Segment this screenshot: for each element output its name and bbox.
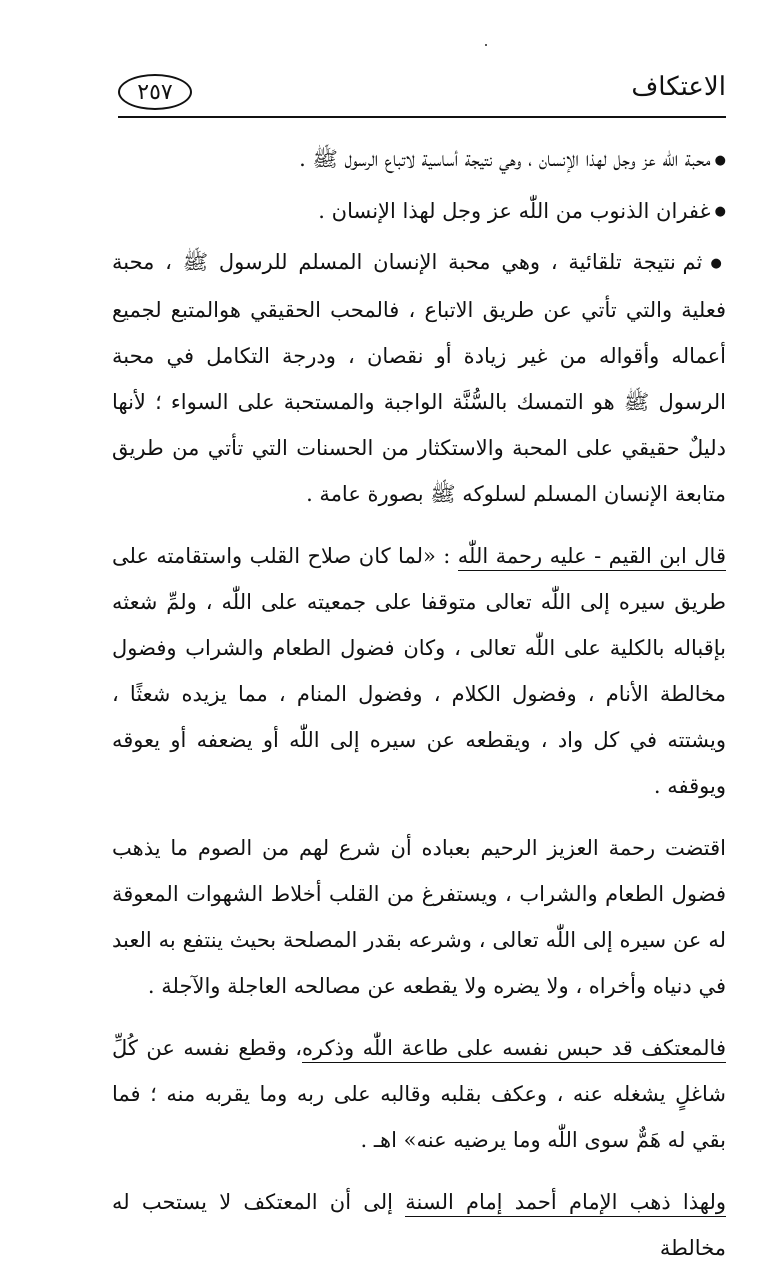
underlined-phrase: فالمعتكف قد حبس نفسه على طاعة اللّٰه وذكره [302, 1036, 726, 1063]
quote-attribution: قال ابن القيم - عليه رحمة اللّٰه [458, 544, 726, 571]
paragraph-text: ، وقطع نفسه عن كُلِّ شاغلٍ يشغله عنه ، وعكف بقلبه وقالبه على ربه وما يقربه منه ؛ فما بقي له هَمٌّ سوى اللّٰه وما يرضيه عنه» اهـ . [112, 1035, 726, 1152]
quote-text: : «لما كان صلاح القلب واستقامته على طريق سيره إلى اللّٰه تعالى متوقفا على جمعيته على اللّٰه ، ولمِّ شعثه بإقباله بالكلية على اللّٰه تعالى ، وكان فضول الطعام والشراب وفضول مخالطة الأنام ، وفضول الكلام ، وفضول المنام ، مما يزيده شعثًا ، ويشتته في كل واد ، ويقطعه عن سيره إلى اللّٰه أو يضعفه أو يعوقه ويوقفه . [112, 543, 726, 798]
paragraph-text: إلى أن المعتكف لا يستحب له مخالطة [112, 1189, 726, 1260]
page-number: ٢٥٧ [118, 74, 192, 110]
paragraph [112, 1179, 726, 1271]
header-rule [118, 116, 726, 118]
bullet-item: ● محبة اللّٰه عز وجل لهذا الإنسان ، وهي نتيجة أساسية لاتباع الرسول ﷺ . [112, 136, 726, 184]
bullet-item: ● ثم نتيجة تلقائية ، وهي محبة الإنسان المسلم للرسول ﷺ ، محبة فعلية والتي تأتي عن طريق الاتباع ، فالمحب الحقيقي هوالمتبع لجميع أعماله وأقواله من غير زيادة أو نقصان ، ودرجة التكامل في محبة الرسول ﷺ هو التمسك بالسُّنَّة الواجبة والمستحبة على السواء ؛ لأنها دليلٌ حقيقي على المحبة والاستكثار من الحسنات التي تأتي من طريق متابعة الإنسان المسلم لسلوكه ﷺ بصورة عامة . [112, 239, 726, 517]
print-speck [485, 44, 487, 46]
page-body [112, 136, 726, 1287]
underlined-phrase: ولهذا ذهب الإمام أحمد إمام السنة [405, 1190, 726, 1217]
running-title: الاعتكاف [631, 72, 726, 102]
page-header [118, 68, 726, 116]
bullet-item: ● غفران الذنوب من اللّٰه عز وجل لهذا الإنسان . [112, 188, 726, 236]
paragraph [112, 1025, 726, 1163]
paragraph: اقتضت رحمة العزيز الرحيم بعباده أن شرع لهم من الصوم ما يذهب فضول الطعام والشراب ، ويستفرغ من القلب أخلاط الشهوات المعوقة له عن سيره إلى اللّٰه تعالى ، وشرعه بقدر المصلحة بحيث ينتفع به العبد في دنياه وأخراه ، ولا يضره ولا يقطعه عن مصالحه العاجلة والآجلة . [112, 835, 726, 998]
quote-paragraph [112, 533, 726, 809]
